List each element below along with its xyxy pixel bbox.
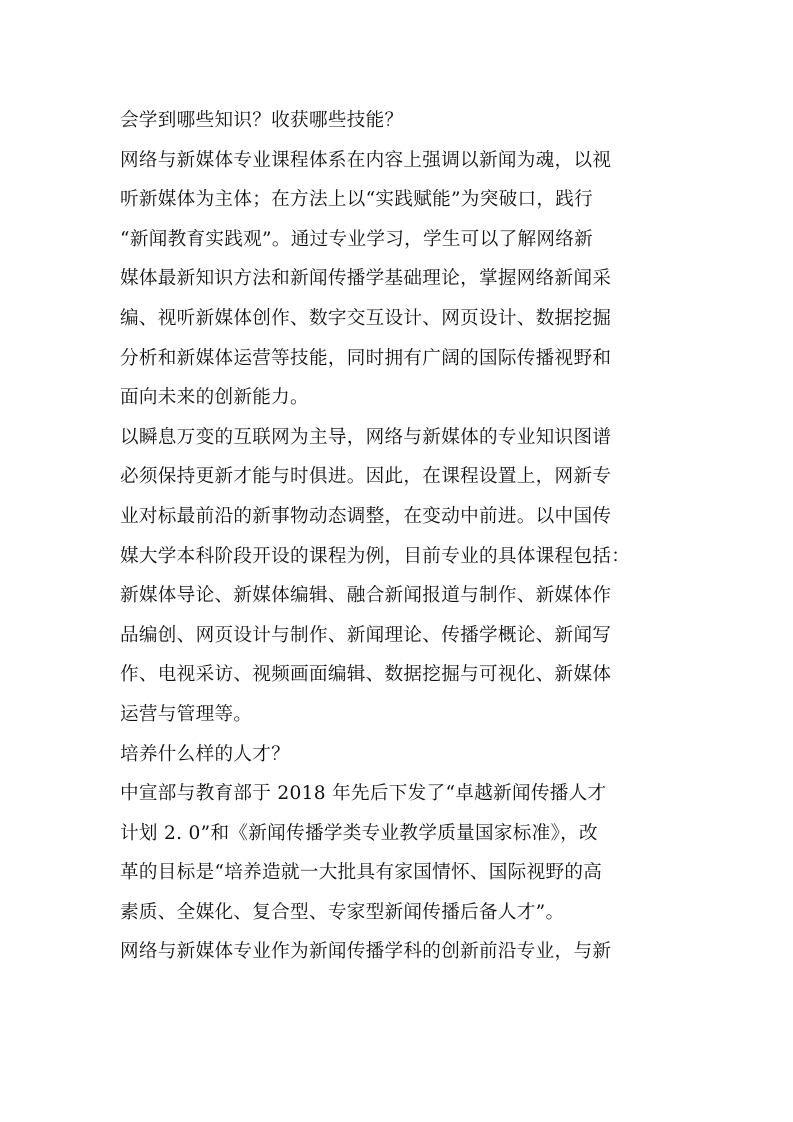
text-line: 媒体最新知识方法和新闻传播学基础理论，掌握网络新闻采	[120, 268, 612, 290]
text-line: 素质、全媒化、复合型、专家型新闻传播后备人才”。	[120, 901, 565, 923]
paragraph-course-list	[120, 418, 685, 735]
text-line: 面向未来的创新能力。	[120, 387, 309, 409]
text-line: 听新媒体为主体；在方法上以“实践赋能”为突破口，践行	[120, 189, 594, 211]
text-line: 品编创、网页设计与制作、新闻理论、传播学概论、新闻写	[120, 624, 612, 646]
document-body	[120, 101, 685, 972]
text-line: 培养什么样的人才？	[120, 743, 291, 765]
heading-talent	[120, 735, 685, 775]
heading-skills	[120, 101, 685, 141]
text-line: 作、电视采访、视频画面编辑、数据挖掘与可视化、新媒体	[120, 664, 612, 686]
text-line: 中宣部与教育部于 2018 年先后下发了“卓越新闻传播人才	[120, 783, 607, 805]
text-line: 新媒体导论、新媒体编辑、融合新闻报道与制作、新媒体作	[120, 585, 612, 607]
paragraph-innovation	[120, 932, 685, 972]
text-line: 媒大学本科阶段开设的课程为例，目前专业的具体课程包括：	[120, 545, 631, 567]
text-line: 会学到哪些知识？收获哪些技能？	[120, 110, 404, 131]
paragraph-curriculum-system	[120, 141, 685, 418]
text-line: 分析和新媒体运营等技能，同时拥有广阔的国际传播视野和	[120, 347, 612, 369]
text-line: 编、视听新媒体创作、数字交互设计、网页设计、数据挖掘	[120, 307, 612, 329]
paragraph-policy	[120, 774, 685, 932]
text-line: 网络与新媒体专业课程体系在内容上强调以新闻为魂，以视	[120, 149, 612, 171]
text-line: 必须保持更新才能与时俱进。因此，在课程设置上，网新专	[120, 466, 612, 488]
text-line: “新闻教育实践观”。通过专业学习，学生可以了解网络新	[120, 228, 594, 250]
text-line: 运营与管理等。	[120, 703, 253, 725]
text-line: 以瞬息万变的互联网为主导，网络与新媒体的专业知识图谱	[120, 426, 612, 448]
text-line: 业对标最前沿的新事物动态调整，在变动中前进。以中国传	[120, 505, 612, 527]
text-line: 网络与新媒体专业作为新闻传播学科的创新前沿专业，与新	[120, 941, 612, 963]
text-line: 革的目标是“培养造就一大批具有家国情怀、国际视野的高	[120, 862, 603, 884]
text-line: 计划 2. 0”和《新闻传播学类专业教学质量国家标准》，改	[120, 822, 598, 844]
